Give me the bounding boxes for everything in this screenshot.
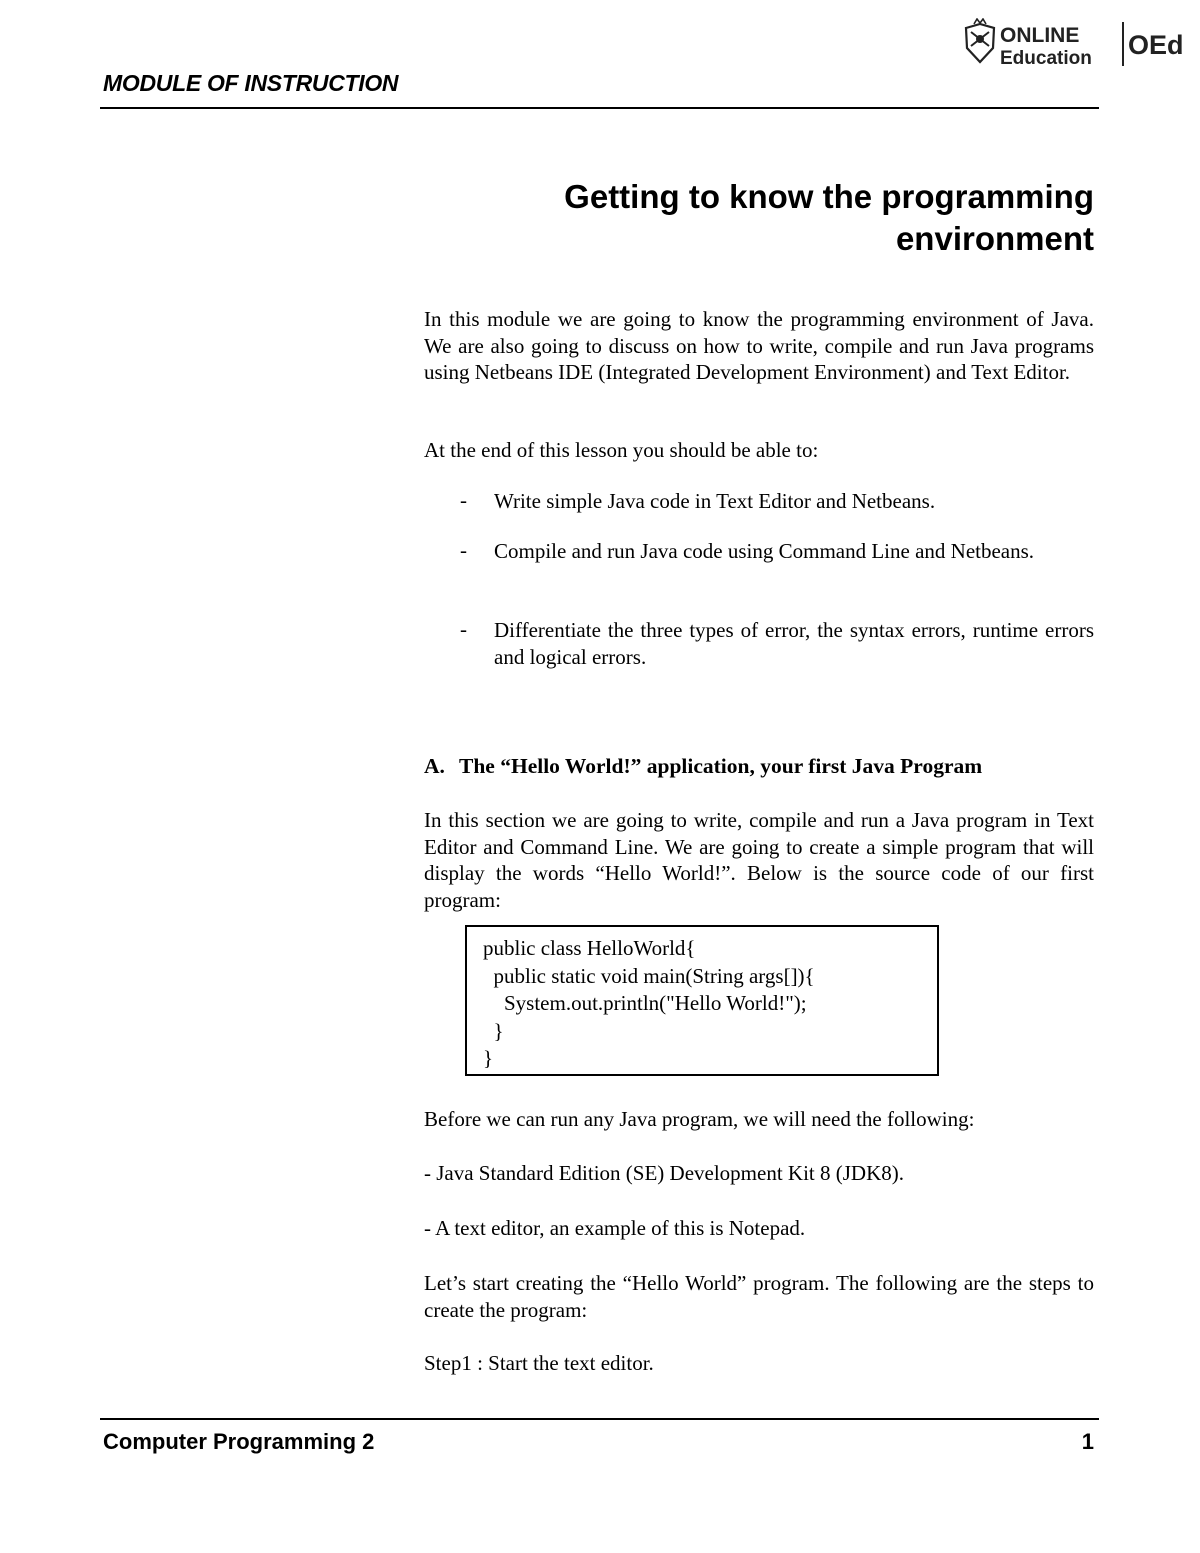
bullet-dash: - (460, 488, 467, 512)
requirement-item: - Java Standard Edition (SE) Development Kit 8 (JDK8). (424, 1161, 904, 1185)
logo-abbr: OEd (1128, 30, 1184, 60)
logo-line2: Education (1000, 48, 1092, 69)
objective-item: Compile and run Java code using Command Line and Netbeans. (494, 539, 1035, 563)
footer-rule (100, 1418, 1099, 1420)
online-education-logo (960, 18, 1192, 70)
section-letter: A. (424, 754, 445, 778)
code-sample: public class HelloWorld{ public static void main(String args[]){ System.out.println("Hello World!"); } } (483, 936, 815, 1070)
objective-item: Differentiate the three types of error, the syntax errors, runtime errors and logical errors. (494, 618, 1094, 669)
section-a-paragraph: In this section we are going to write, compile and run a Java program in Text Editor and Command Line. We are going to create a simple program that will display the words “Hello World!”. Below is the source code of our first program: (424, 808, 1094, 912)
requirements-lead: Before we can run any Java program, we will need the following: (424, 1107, 975, 1131)
title-line-1: Getting to know the programming (564, 178, 1094, 215)
objective-item: Write simple Java code in Text Editor and Netbeans. (494, 489, 936, 513)
section-title: The “Hello World!” application, your first Java Program (459, 754, 983, 778)
header-rule (100, 107, 1099, 109)
logo-line1: ONLINE (1000, 24, 1080, 47)
section-a-heading (424, 754, 982, 779)
code-sample-box (465, 925, 939, 1076)
page-title (424, 176, 1094, 260)
bullet-dash: - (460, 538, 467, 562)
requirement-item: - A text editor, an example of this is Notepad. (424, 1216, 806, 1240)
page-number: 1 (1081, 1429, 1094, 1454)
step-item: Step1 : Start the text editor. (424, 1351, 654, 1375)
bullet-dash: - (460, 617, 467, 641)
crest-icon (966, 19, 994, 62)
intro-paragraph: In this module we are going to know the programming environment of Java. We are also going to discuss on how to write, compile and run Java programs using Netbeans IDE (Integrated Development Environment) and Text Editor. (424, 307, 1094, 384)
module-label: MODULE OF INSTRUCTION (103, 70, 399, 96)
footer-course: Computer Programming 2 (103, 1429, 375, 1454)
steps-lead: Let’s start creating the “Hello World” program. The following are the steps to create the program: (424, 1271, 1094, 1322)
title-line-2: environment (895, 220, 1094, 257)
objectives-lead: At the end of this lesson you should be able to: (424, 438, 819, 462)
